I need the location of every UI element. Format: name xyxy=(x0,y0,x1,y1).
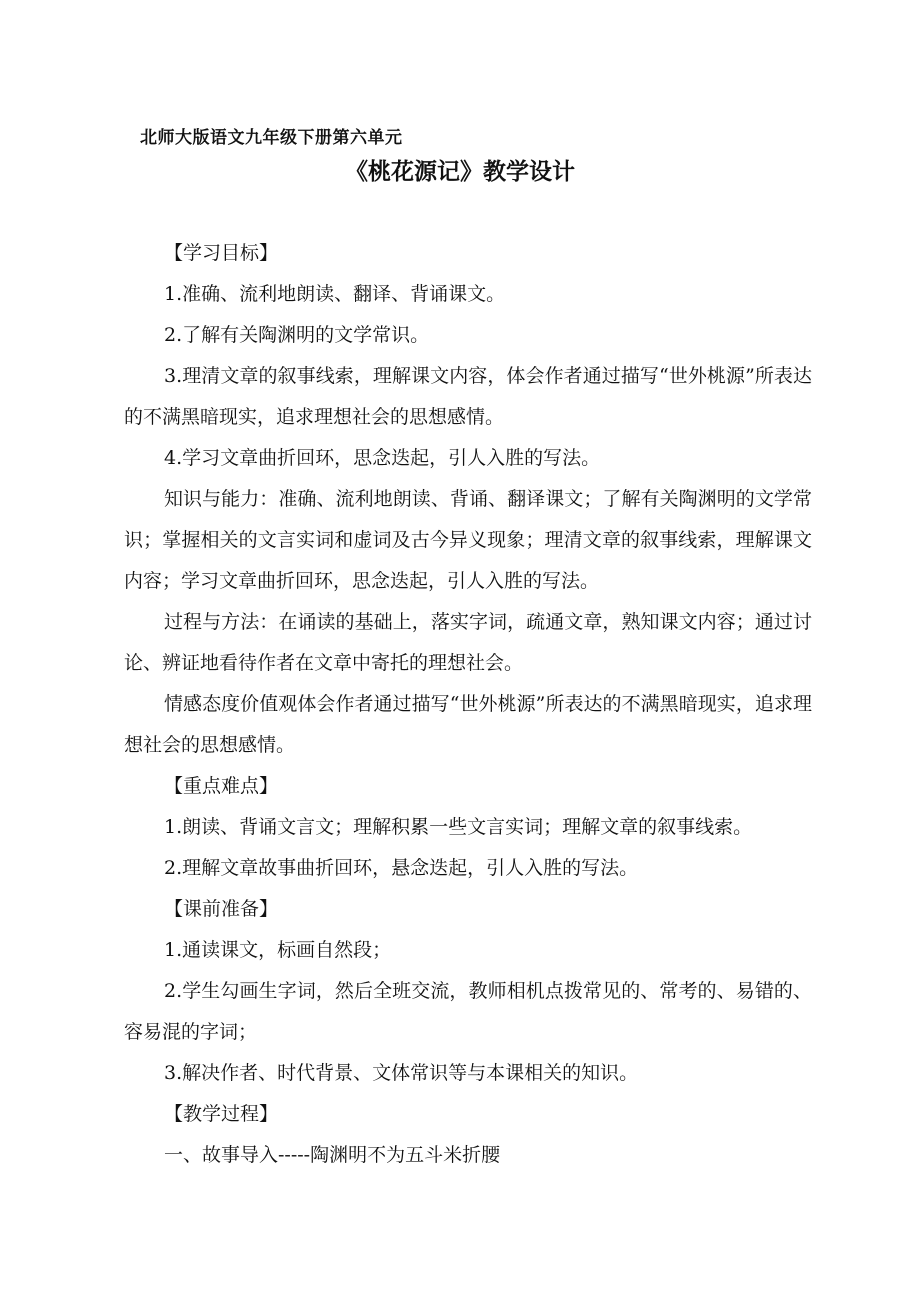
document-title: 《桃花源记》教学设计 xyxy=(345,159,575,185)
teaching-step-1: 一、故事导入-----陶渊明不为五斗米折腰 xyxy=(164,1144,501,1166)
paragraph-knowledge-ability: 知识与能力：准确、流利地朗读、背诵、翻译课文；了解有关陶渊明的文学常识；掌握相关的文言实词和虚词及古今异义现象；理清文章的叙事线索，理解课文内容；学习文章曲折回环，思念迭起，引人入胜的写法。 xyxy=(124,488,812,592)
paragraph-process-method: 过程与方法：在诵读的基础上，落实字词，疏通文章，熟知课文内容；通过讨论、辨证地看待作者在文章中寄托的理想社会。 xyxy=(124,611,812,674)
preparation-item-1: 1.通读课文，标画自然段； xyxy=(164,939,392,961)
section-heading-key-points: 【重点难点】 xyxy=(164,775,279,797)
document-subtitle: 北师大版语文九年级下册第六单元 xyxy=(140,128,403,148)
key-point-item-1: 1.朗读、背诵文言文；理解积累一些文言实词；理解文章的叙事线索。 xyxy=(164,816,753,838)
paragraph-emotion-values: 情感态度价值观体会作者通过描写“世外桃源”所表达的不满黑暗现实，追求理想社会的思想感情。 xyxy=(124,693,812,756)
section-heading-learning-goals: 【学习目标】 xyxy=(164,242,279,264)
preparation-item-2: 2.学生勾画生字词，然后全班交流，教师相机点拨常见的、常考的、易错的、容易混的字词； xyxy=(124,980,812,1043)
goal-item-2: 2.了解有关陶渊明的文学常识。 xyxy=(164,324,430,346)
preparation-item-3: 3.解决作者、时代背景、文体常识等与本课相关的知识。 xyxy=(164,1062,639,1084)
key-point-item-2: 2.理解文章故事曲折回环，悬念迭起，引人入胜的写法。 xyxy=(164,857,639,879)
goal-item-3: 3.理清文章的叙事线索，理解课文内容，体会作者通过描写“世外桃源”所表达的不满黑暗现实，追求理想社会的思想感情。 xyxy=(124,365,812,428)
section-heading-preparation: 【课前准备】 xyxy=(164,898,279,920)
document-body xyxy=(124,233,812,1176)
section-heading-teaching-process: 【教学过程】 xyxy=(164,1103,279,1125)
goal-item-4: 4.学习文章曲折回环，思念迭起，引人入胜的写法。 xyxy=(164,447,601,469)
goal-item-1: 1.准确、流利地朗读、翻译、背诵课文。 xyxy=(164,283,506,305)
